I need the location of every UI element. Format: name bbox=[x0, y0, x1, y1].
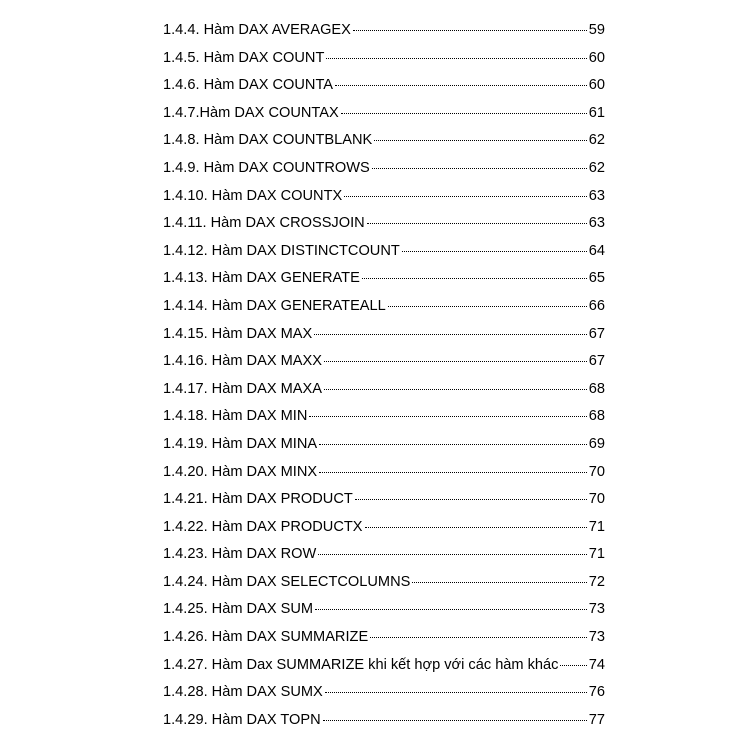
toc-dot-leader bbox=[324, 359, 587, 362]
toc-entry-title: 1.4.26. Hàm DAX SUMMARIZE bbox=[163, 629, 369, 646]
toc-entry[interactable] bbox=[163, 403, 605, 431]
toc-dot-leader bbox=[314, 332, 587, 335]
toc-entry[interactable] bbox=[163, 321, 605, 349]
toc-entry[interactable] bbox=[163, 376, 605, 404]
toc-entry[interactable] bbox=[163, 293, 605, 321]
toc-entry-title: 1.4.25. Hàm DAX SUM bbox=[163, 601, 314, 618]
toc-entry-title: 1.4.20. Hàm DAX MINX bbox=[163, 463, 318, 480]
toc-entry-page: 66 bbox=[588, 297, 605, 314]
toc-entry-title: 1.4.22. Hàm DAX PRODUCTX bbox=[163, 518, 363, 535]
toc-entry[interactable] bbox=[163, 210, 605, 238]
toc-dot-leader bbox=[374, 138, 587, 141]
toc-entry-page: 63 bbox=[588, 187, 605, 204]
toc-dot-leader bbox=[318, 552, 586, 555]
toc-dot-leader bbox=[372, 166, 587, 169]
toc-entry-title: 1.4.12. Hàm DAX DISTINCTCOUNT bbox=[163, 242, 400, 259]
toc-dot-leader bbox=[367, 221, 587, 224]
toc-entry-page: 67 bbox=[588, 325, 605, 342]
toc-entry-page: 64 bbox=[588, 242, 605, 259]
toc-entry[interactable] bbox=[163, 596, 605, 624]
toc-entry-page: 73 bbox=[588, 629, 605, 646]
toc-entry-page: 65 bbox=[588, 270, 605, 287]
toc-entry[interactable] bbox=[163, 486, 605, 514]
toc-entry[interactable] bbox=[163, 72, 605, 100]
toc-entry-title: 1.4.11. Hàm DAX CROSSJOIN bbox=[163, 215, 365, 232]
toc-entry-page: 68 bbox=[588, 408, 605, 425]
toc-entry-page: 67 bbox=[588, 353, 605, 370]
toc-entry-title: 1.4.28. Hàm DAX SUMX bbox=[163, 684, 323, 701]
toc-entry-title: 1.4.18. Hàm DAX MIN bbox=[163, 408, 308, 425]
toc-dot-leader bbox=[362, 276, 587, 279]
toc-entry-title: 1.4.29. Hàm DAX TOPN bbox=[163, 711, 321, 728]
toc-entry[interactable] bbox=[163, 514, 605, 542]
toc-dot-leader bbox=[355, 497, 587, 500]
toc-entry-title: 1.4.21. Hàm DAX PRODUCT bbox=[163, 491, 353, 508]
toc-dot-leader bbox=[325, 690, 587, 693]
toc-entry[interactable] bbox=[163, 652, 605, 680]
toc-entry-page: 71 bbox=[588, 546, 605, 563]
toc-entry-title: 1.4.8. Hàm DAX COUNTBLANK bbox=[163, 132, 373, 149]
table-of-contents bbox=[163, 17, 605, 734]
toc-entry[interactable] bbox=[163, 183, 605, 211]
toc-entry-title: 1.4.27. Hàm Dax SUMMARIZE khi kết hợp với các hàm khác bbox=[163, 656, 559, 673]
toc-dot-leader bbox=[412, 580, 586, 583]
toc-entry-page: 72 bbox=[588, 573, 605, 590]
toc-entry-page: 73 bbox=[588, 601, 605, 618]
toc-entry-title: 1.4.17. Hàm DAX MAXA bbox=[163, 380, 322, 397]
toc-entry[interactable] bbox=[163, 679, 605, 707]
toc-entry-title: 1.4.7.Hàm DAX COUNTAX bbox=[163, 104, 339, 121]
toc-dot-leader bbox=[319, 442, 587, 445]
toc-entry[interactable] bbox=[163, 100, 605, 128]
toc-dot-leader bbox=[326, 56, 586, 59]
toc-dot-leader bbox=[319, 470, 587, 473]
toc-entry-page: 59 bbox=[588, 22, 605, 38]
toc-entry-title: 1.4.9. Hàm DAX COUNTROWS bbox=[163, 159, 370, 176]
toc-dot-leader bbox=[388, 304, 587, 307]
toc-entry-page: 68 bbox=[588, 380, 605, 397]
toc-entry[interactable] bbox=[163, 459, 605, 487]
toc-entry-page: 71 bbox=[588, 518, 605, 535]
toc-entry[interactable] bbox=[163, 431, 605, 459]
toc-entry[interactable] bbox=[163, 238, 605, 266]
toc-entry-title: 1.4.19. Hàm DAX MINA bbox=[163, 435, 318, 452]
toc-entry-title: 1.4.13. Hàm DAX GENERATE bbox=[163, 270, 360, 287]
toc-entry-page: 77 bbox=[588, 711, 605, 728]
toc-entry-page: 60 bbox=[588, 49, 605, 66]
toc-dot-leader bbox=[323, 718, 587, 721]
toc-dot-leader bbox=[344, 194, 587, 197]
toc-entry[interactable] bbox=[163, 348, 605, 376]
toc-entry-page: 60 bbox=[588, 77, 605, 94]
toc-entry-page: 76 bbox=[588, 684, 605, 701]
toc-dot-leader bbox=[315, 607, 587, 610]
toc-entry-title: 1.4.4. Hàm DAX AVERAGEX bbox=[163, 22, 351, 38]
toc-entry[interactable] bbox=[163, 265, 605, 293]
toc-entry-title: 1.4.23. Hàm DAX ROW bbox=[163, 546, 317, 563]
toc-dot-leader bbox=[353, 28, 587, 31]
toc-entry-page: 63 bbox=[588, 215, 605, 232]
toc-entry[interactable] bbox=[163, 127, 605, 155]
toc-entry-title: 1.4.10. Hàm DAX COUNTX bbox=[163, 187, 343, 204]
toc-entry-title: 1.4.14. Hàm DAX GENERATEALL bbox=[163, 297, 386, 314]
toc-entry-title: 1.4.6. Hàm DAX COUNTA bbox=[163, 77, 334, 94]
toc-entry[interactable] bbox=[163, 45, 605, 73]
toc-entry[interactable] bbox=[163, 541, 605, 569]
toc-dot-leader bbox=[341, 111, 587, 114]
toc-entry-page: 62 bbox=[588, 159, 605, 176]
toc-dot-leader bbox=[335, 83, 587, 86]
toc-dot-leader bbox=[370, 635, 587, 638]
toc-entry-page: 61 bbox=[588, 104, 605, 121]
toc-entry-page: 74 bbox=[588, 656, 605, 673]
toc-entry[interactable] bbox=[163, 17, 605, 45]
toc-entry-title: 1.4.15. Hàm DAX MAX bbox=[163, 325, 313, 342]
toc-entry[interactable] bbox=[163, 155, 605, 183]
toc-entry-page: 70 bbox=[588, 463, 605, 480]
toc-dot-leader bbox=[402, 249, 587, 252]
toc-entry[interactable] bbox=[163, 569, 605, 597]
toc-dot-leader bbox=[365, 525, 587, 528]
toc-dot-leader bbox=[309, 414, 586, 417]
toc-entry-title: 1.4.16. Hàm DAX MAXX bbox=[163, 353, 322, 370]
toc-entry-page: 70 bbox=[588, 491, 605, 508]
toc-entry-title: 1.4.24. Hàm DAX SELECTCOLUMNS bbox=[163, 573, 411, 590]
toc-entry[interactable] bbox=[163, 624, 605, 652]
toc-entry-page: 62 bbox=[588, 132, 605, 149]
toc-entry[interactable] bbox=[163, 707, 605, 735]
toc-entry-title: 1.4.5. Hàm DAX COUNT bbox=[163, 49, 325, 66]
toc-dot-leader bbox=[324, 387, 587, 390]
toc-dot-leader bbox=[560, 663, 586, 666]
toc-entry-page: 69 bbox=[588, 435, 605, 452]
